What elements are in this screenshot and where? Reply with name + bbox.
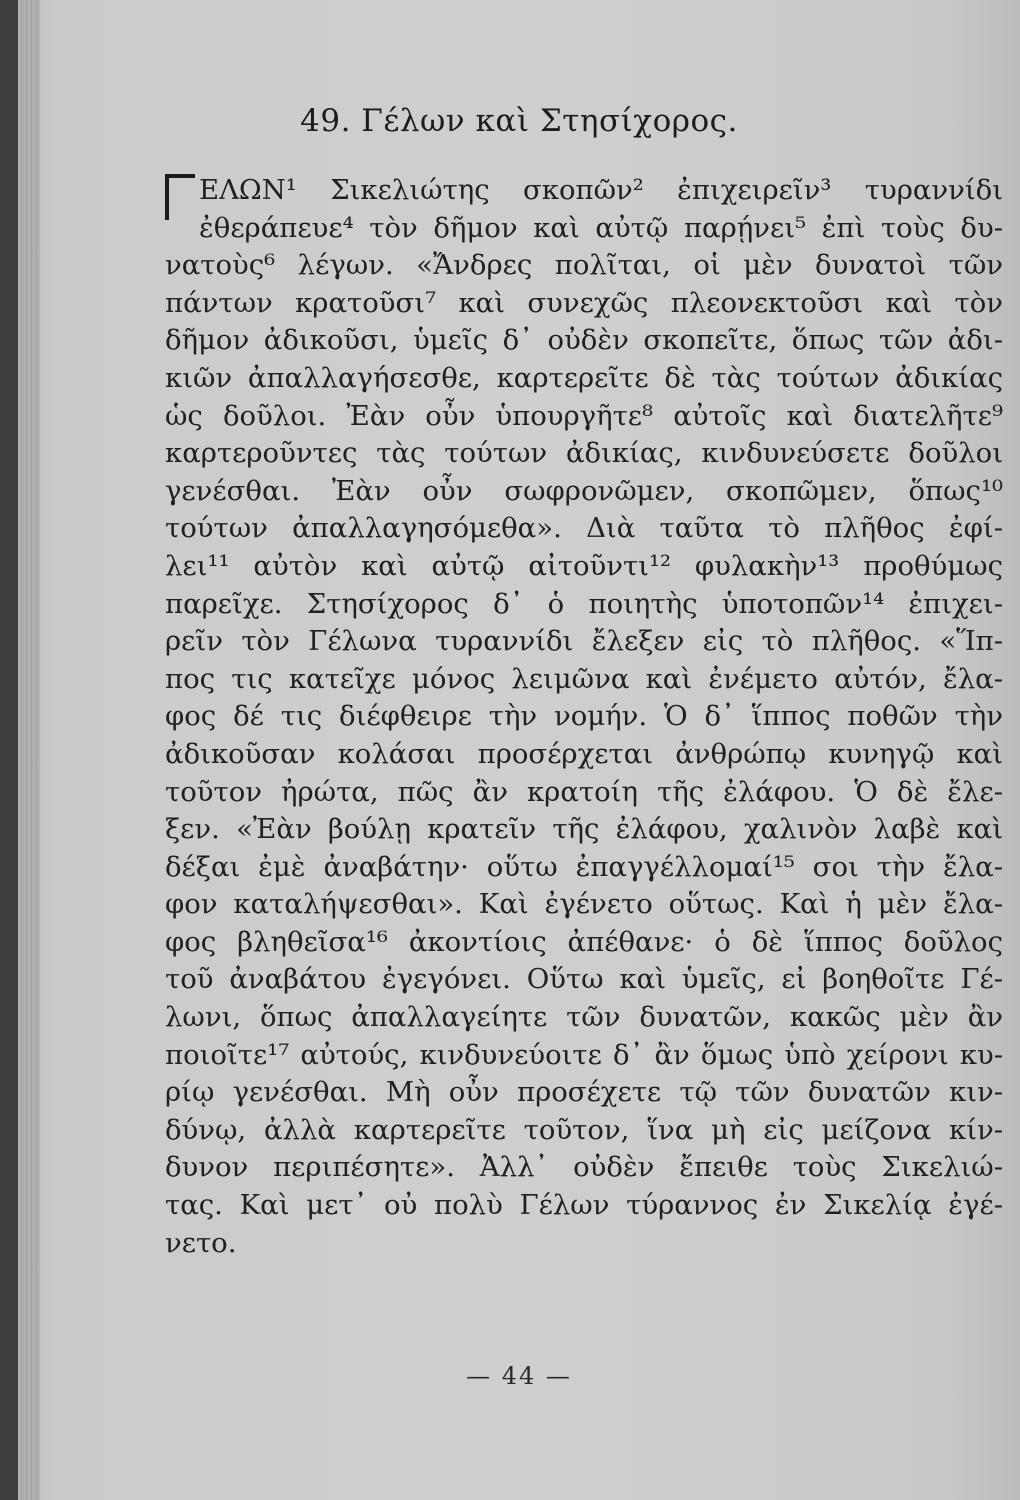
text-line: κιῶν ἀπαλλαγήσεσθε, καρτερεῖτε δὲ τὰς τούτων ἀδικίας (165, 361, 1003, 394)
text-line: πάντων κρατοῦσι⁷ καὶ συνεχῶς πλεονεκτοῦσι καὶ τὸν (165, 286, 1003, 319)
text-line: ἐθεράπευε⁴ τὸν δῆμον καὶ αὐτῷ παρῄνει⁵ ἐπὶ τοὺς δυ- (199, 211, 1003, 244)
page-edge (18, 0, 40, 1500)
text-line: ρεῖν τὸν Γέλωνα τυραννίδι ἔλεξεν εἰς τὸ πλῆθος. «Ἵπ- (165, 625, 1003, 658)
page-number: — 44 — (466, 1362, 572, 1390)
text-line: λει¹¹ αὐτὸν καὶ αὐτῷ αἰτοῦντι¹² φυλακὴν¹³ προθύμως (165, 549, 1003, 582)
text-line: ἀδικοῦσαν κολάσαι προσέρχεται ἀνθρώπῳ κυνηγῷ καὶ (165, 737, 1003, 770)
text-line: φος δέ τις διέφθειρε τὴν νομήν. Ὁ δ᾽ ἵππος ποθῶν τὴν (165, 700, 1003, 733)
text-line: παρεῖχε. Στησίχορος δ᾽ ὁ ποιητὴς ὑποτοπῶν¹⁴ ἐπιχει- (165, 587, 1003, 620)
body-text (165, 172, 1003, 1262)
text-line: τας. Καὶ μετ᾽ οὐ πολὺ Γέλων τύραννος ἐν Σικελίᾳ ἐγέ- (165, 1189, 1003, 1222)
text-line: ρίῳ γενέσθαι. Μὴ οὖν προσέχετε τῷ τῶν δυνατῶν κιν- (165, 1076, 1003, 1109)
text-line: ὡς δοῦλοι. Ἐὰν οὖν ὑπουργῆτε⁸ αὐτοῖς καὶ διατελῆτε⁹ (165, 399, 1003, 432)
text-line: νατοὺς⁶ λέγων. «Ἄνδρες πολῖται, οἱ μὲν δυνατοὶ τῶν (165, 249, 1003, 282)
text-line: ΕΛΩΝ¹ Σικελιώτης σκοπῶν² ἐπιχειρεῖν³ τυραννίδι (199, 174, 1003, 206)
text-line: τούτων ἀπαλλαγησόμεθα». Διὰ ταῦτα τὸ πλῆθος ἐφί- (165, 512, 1003, 545)
text-line: ποιοῖτε¹⁷ αὐτούς, κινδυνεύοιτε δ᾽ ἂν ὅμως ὑπὸ χείρονι κυ- (165, 1038, 1003, 1071)
text-line: ξεν. «Ἐὰν βούλῃ κρατεῖν τῆς ἐλάφου, χαλινὸν λαβὲ καὶ (165, 813, 1003, 846)
text-line: καρτεροῦντες τὰς τούτων ἀδικίας, κινδυνεύσετε δοῦλοι (165, 437, 1003, 470)
book-page (18, 0, 1020, 1500)
text-line: δῆμον ἀδικοῦσι, ὑμεῖς δ᾽ οὐδὲν σκοπεῖτε, ὅπως τῶν ἀδι- (165, 324, 1003, 357)
text-line: φον καταλήψεσθαι». Καὶ ἐγένετο οὕτως. Καὶ ἡ μὲν ἔλα- (165, 888, 1003, 921)
page-heading: 49. Γέλων καὶ Στησίχορος. (300, 103, 738, 139)
text-line: νετο. (165, 1226, 237, 1259)
text-line: δυνον περιπέσητε». Ἀλλ᾽ οὐδὲν ἔπειθε τοὺς Σικελιώ- (165, 1151, 1003, 1184)
text-line: λωνι, ὅπως ἀπαλλαγείητε τῶν δυνατῶν, κακῶς μὲν ἂν (165, 1001, 1003, 1034)
text-line: πος τις κατεῖχε μόνος λειμῶνα καὶ ἐνέμετο αὐτόν, ἔλα- (165, 662, 1003, 695)
text-line: γενέσθαι. Ἐὰν οὖν σωφρονῶμεν, σκοπῶμεν, ὅπως¹⁰ (165, 474, 1003, 507)
text-line: δέξαι ἐμὲ ἀναβάτην· οὕτω ἐπαγγέλλομαί¹⁵ σοι τὴν ἔλα- (165, 850, 1003, 883)
text-line: φος βληθεῖσα¹⁶ ἀκοντίοις ἀπέθανε· ὁ δὲ ἵππος δοῦλος (165, 925, 1003, 958)
text-line: τοῦτον ἠρώτα, πῶς ἂν κρατοίη τῆς ἐλάφου. Ὁ δὲ ἔλε- (165, 775, 1003, 808)
text-line: δύνῳ, ἀλλὰ καρτερεῖτε τοῦτον, ἵνα μὴ εἰς μείζονα κίν- (165, 1113, 1003, 1146)
text-line: τοῦ ἀναβάτου ἐγεγόνει. Οὕτω καὶ ὑμεῖς, εἰ βοηθοῖτε Γέ- (165, 963, 1003, 996)
